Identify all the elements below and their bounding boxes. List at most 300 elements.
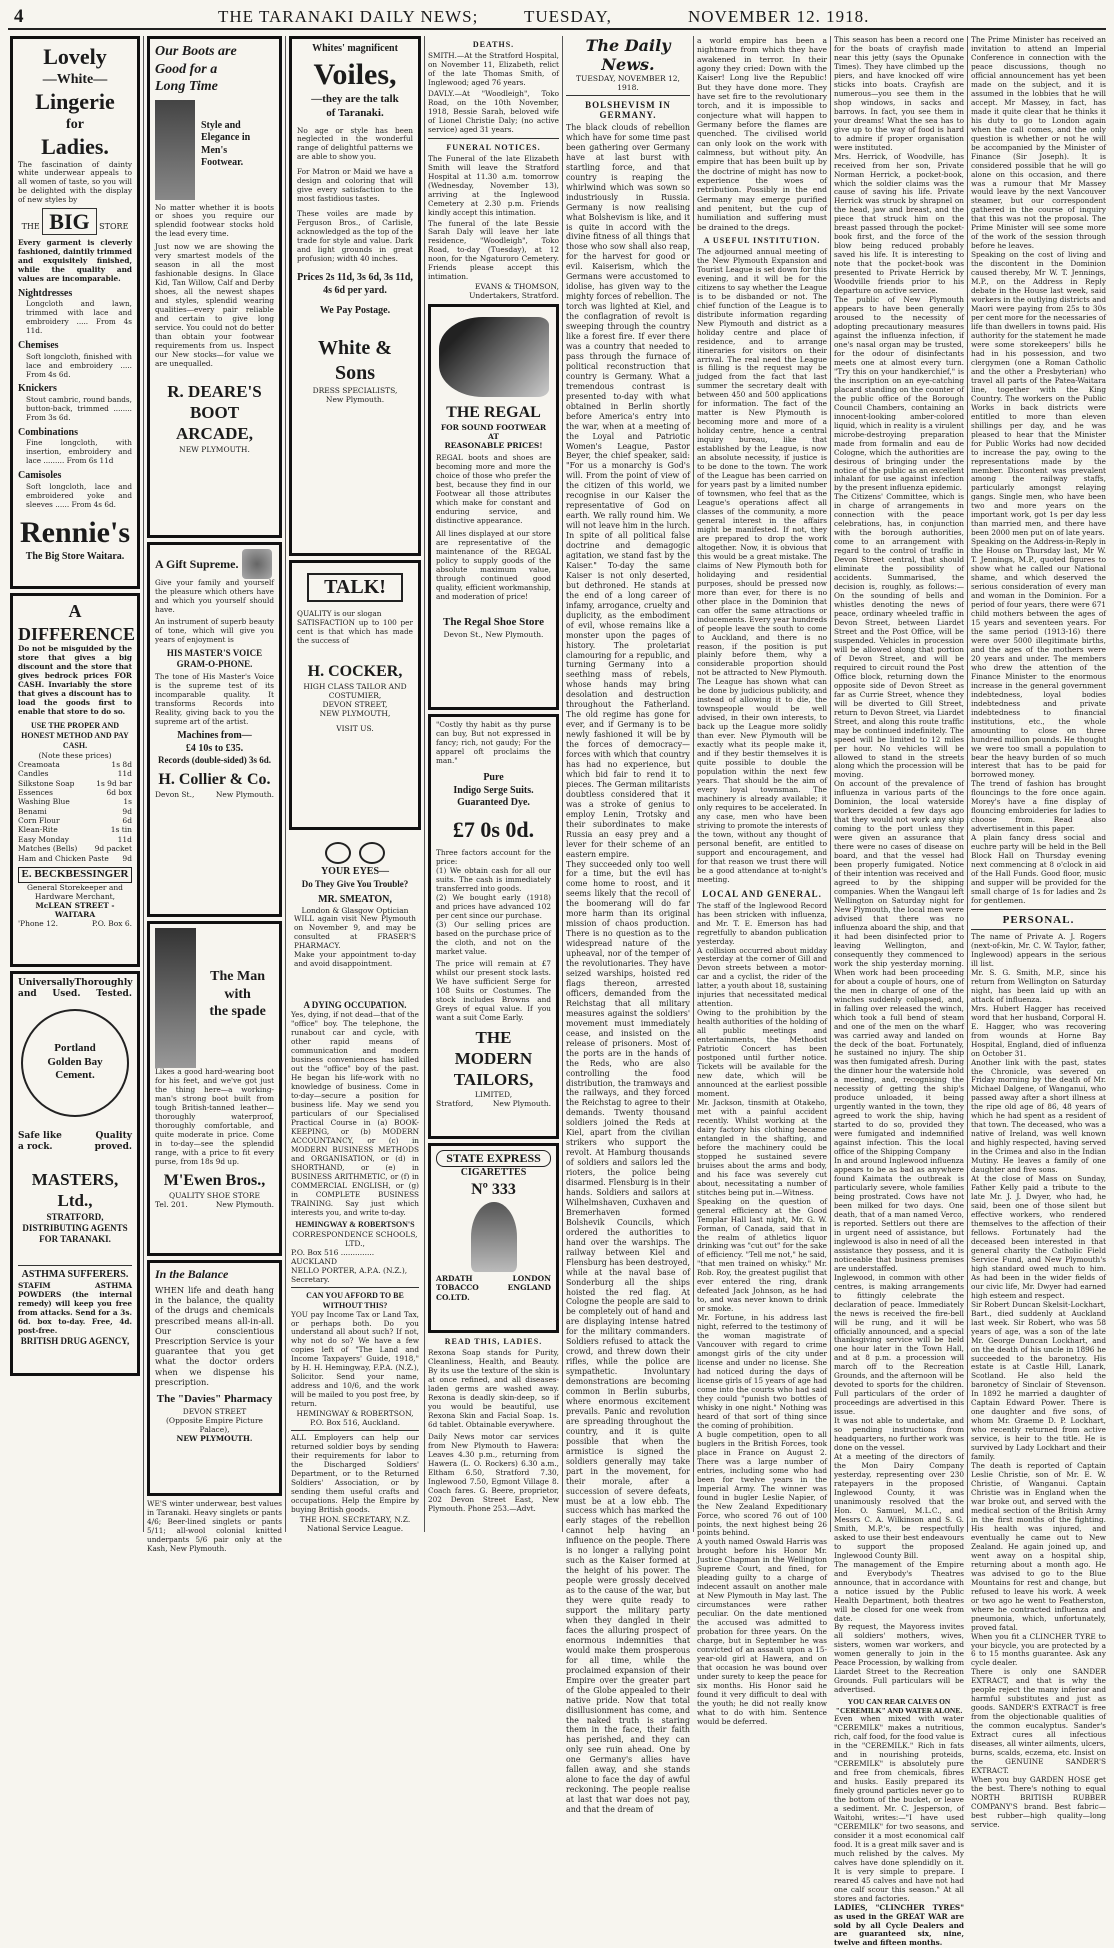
item-text: Soft longcloth, lace and embroidered yoke and sleeves ...... From 4s 6d. — [26, 481, 132, 509]
tax-heading: CAN YOU AFFORD TO BE WITHOUT THIS? — [306, 1290, 404, 1310]
cement-advert — [10, 971, 140, 1376]
asthma-agency: BRITISH DRUG AGENCY, — [20, 1335, 130, 1346]
cocker-visit: VISIT US. — [336, 723, 374, 733]
news-item: A bugle competition, open to all buglers in the British Forces, took place in France on August 2. There was a large number of entries, including some who had been for twelve years in the Imperial Army. The winner was found in bugler Leslie Napier, of the New Zealand Expeditionary Force, who scored 76 out of 100 points, the next highest being 26 points behind. — [697, 1429, 827, 1538]
column-rule — [424, 36, 425, 1532]
price-row — [18, 769, 132, 778]
column-rule — [693, 36, 694, 1532]
machines-price: £4 10s to £35. — [185, 742, 244, 754]
lingerie-heading-2: —White— — [42, 71, 108, 87]
price-item: Benami — [18, 806, 47, 816]
item-heading: Camisoles — [18, 470, 62, 482]
price-item: Candles — [18, 769, 49, 779]
dog-gramophone-image — [242, 549, 272, 579]
balance-text: WHEN life and death hang in the balance, the quality of the drugs and chemicals prescribed means all-in-all. Our conscientious Prescription Service is your guarantee that you get what the doctor orders when we dispense his prescription. — [155, 1285, 274, 1387]
personal-item: Mrs. Hubert Hagger has received word that her husband, Corporal H. E. Hagger, who was recovering from wounds at Horne Bay Hospital, England, died of influenza on October 31. — [971, 1003, 1106, 1058]
cement-bl: Safe like — [18, 1130, 62, 1141]
hr-name: HEMINGWAY & ROBERTSON'S — [295, 1219, 415, 1229]
spectacles-image — [294, 842, 416, 862]
lingerie-item — [18, 288, 132, 336]
price-row — [18, 854, 132, 863]
boots-style-4: Footwear. — [201, 157, 244, 168]
price-row — [18, 835, 132, 844]
suits-text: The price will remain at £7 whilst our present stock lasts. We have sufficient Serge for 108 Suits or Costumes. The stock includes Browns and Greys of equal value. If you want a suit Come Early. — [436, 958, 551, 1022]
personal-item: Sir Robert Duncan Skelsit-Lockhart, Bart., died suddenly at Auckland last week. Sir Robert, who was 58 years of age, was a son of the late Mr. George Duncan Lockhart, and on the death of his uncle in 1896 he succeeded to the baronetcy. His estate is at Castle Hill, Lanark, Scotland. He also held the baronetcy of Sinclair of Stevenson. In 1892 he married a daughter of Captain Edward Power. There is one daughter and five sons, of whom Mr. Graeme D. P. Lockhart, who recently returned from active service, is heir to the title. He is survived by Lady Lockhart and their family. — [971, 1299, 1106, 1462]
collier-street: Devon St., — [155, 790, 195, 800]
news-item: Speaking on the Address-in-Reply in the House on Thursday last, Mr W. T. Jennings, M.P., quoted figures to show what he called our National shame, and which deserved the serious consideration of every man and woman in the Dominion. For a period of four years, there were 671 child mothers between the ages of 15 years and seventeen years. For the same period (1913-16) there were over 5000 illegitimate births, and the ages of the mothers were 20 years and under. The members who drew the attention of the Finance Minister to the enormous increase in the general government indebtedness, loyal bodies indebtedness and private indebtedness to financial institutions, etc., the whole amounting to close on three hundred million pounds. He thought we were too small a population to bear the heavy burden of so much interest that has to be paid for borrowed money. — [971, 537, 1106, 780]
ardath-2: TOBACCO — [436, 1283, 479, 1293]
suits-indigo: Indigo Serge Suits. — [453, 784, 534, 796]
beckbessinger-address: McLEAN STREET - WAITARA — [35, 900, 115, 919]
cement-ml: and — [18, 989, 37, 1000]
price-value: 11d — [117, 834, 132, 844]
personal-item: Another link with the past, states the Chronicle, was severed on Friday morning by the death of Mr. Michael Dalgene, of Wanganui, who passed away after a short illness at the ripe old age of 86, 48 years of which he had spent as a resident of that town. The deceased, who was a native of Ireland, was well known and highly respected, having served in the Crimea and also in the Indian Mutiny. He leaves a family of one daughter and five sons. — [971, 1057, 1106, 1175]
price-value: 1s — [123, 797, 132, 807]
boots-figure-image — [155, 100, 195, 200]
gift-advert — [147, 542, 282, 917]
deare-town: NEW PLYMOUTH. — [179, 444, 250, 454]
item-heading: Chemises — [18, 340, 59, 352]
item-text: Soft longcloth, finished with lace and embroidery ..... From 4s 6d. — [26, 351, 132, 379]
cement-mr: Tested. — [96, 989, 132, 1000]
cement-bottom-row-2 — [18, 1142, 132, 1153]
voiles-heading-1: Whites' magnificent — [312, 43, 398, 54]
hmv-name: HIS MASTER'S VOICE GRAM-O-PHONE. — [166, 647, 263, 670]
beckbessinger-phone: 'Phone 12. — [18, 918, 59, 928]
news-item: At a meeting of the directors of the Mon Dairy Company yesterday, representing over 230 ratepayers in the proposed Inglewood County, it was unanimously resolved that the Hon. O. Samuel, M.L.C., and Messrs C. A. Wilkinson and S. G. Smith, M.P.'s, be respectfully asked to use their best endeavours to support the proposed Inglewood County Bill. — [834, 1452, 964, 1560]
personal-item: Mr. S. G. Smith, M.P., since his return from Wellington on Saturday night, has been laid up with an attack of influenza. — [971, 967, 1106, 1004]
column-rule — [967, 36, 968, 1532]
gift-heading: A Gift Supreme. — [155, 556, 239, 571]
cement-name-2: Golden Bay — [47, 1055, 103, 1068]
bolshevism-continued: a world empire has been a nightmare from which they have awakened in terror. In their agony they cried: Down with the Kaiser! Long live the Republic! But they have done more. They have set fire to the revolutionary torch, and it is impossible to conjecture what will happen to Germany before the flames are quenched. The civilised world can only look on the work with calmness, but without pity. An empire that has been built up by the doctrine of might has now to experience the woes of retribution. Possibly in the end Germany may emerge purified and penitent, but the cup of humiliation and suffering must be drained to the dregs. — [697, 36, 827, 232]
editorial-dateline: TUESDAY, NOVEMBER 12, 1918. — [576, 74, 680, 92]
talk-text-2: SATISFACTION up to 100 per cent is that which has made the success of — [297, 617, 413, 645]
modern-town-2: New Plymouth. — [492, 1099, 551, 1109]
news-item: The public of New Plymouth appears to have been generally aroused to the necessity of adopting precautionary measures against the influenza infection, if one's nasal organ may be trusted, for the odour of disinfectants meets one at almost every turn. "Try this on your handkerchief," is the inscription on an eye-catching placard standing on the counter of the public office of the Borough Council Chambers, containing an innocent-looking amber-colored liquid, which in reality is a virulent microbe-destroying preparation made from formalin and eau de Cologne, which the authorities are desirous of bringing under the notice of the public as an excellent inhalant for use against infection by the present influenza epidemic. — [834, 295, 964, 493]
collier-address — [155, 790, 274, 799]
lingerie-item — [18, 427, 132, 466]
price-item: Silkstone Soap — [18, 778, 75, 788]
voiles-postage: We Pay Postage. — [319, 305, 391, 317]
deare-name-2: BOOT — [189, 403, 240, 423]
beckbessinger-box: P.O. Box 6. — [91, 918, 132, 928]
personal-heading: PERSONAL. — [1002, 913, 1075, 926]
lingerie-heading-5: Ladies. — [41, 134, 109, 159]
lingerie-intro: The fascination of dainty white underwear appeals to all women of taste, so you will be delighted with the display of new styles by — [18, 159, 132, 205]
asthma-text: STAFIM ASTHMA POWDERS (the internal remedy) will keep you free from attacks. Send for a 3s. 6d. box to-day. Free, 4d. post-free. — [18, 1280, 132, 1335]
funeral-heading: FUNERAL NOTICES. — [446, 142, 541, 152]
regal-store: The Regal Shoe Store — [443, 615, 544, 628]
column-5 — [566, 36, 690, 1815]
spade-advert — [147, 921, 282, 1256]
ceremilk-text: Even when mixed with water "CEREMILK" makes a nutritious, rich, calf food, for the food value is in the "CEREMILK." Rich in fats and in nourishing proteids, "CEREMILK" is absolutely pure and free from chemicals, fibres and husks. Easily prepared its finely ground particles never go to the bottom of the bucket, or leave a sediment. Mr. C. Jesperson, of Waitohi, writes:—"I have used "CEREMILK" for two seasons, and consider it a most economical calf food. It is a great milk saver and is much relished by the calves. My calves have done splendidly on it. It is very simple to prepare. I reared 45 calves and have not had one calf scour this season." At all stores and factories. — [834, 1714, 964, 1903]
news-item: Mr. Fortune, in his address last night, referred to the testimony of the woman magistrate of Vancouver with regard to crime amongst girls of the city under license and under no license. She had noticed during the days of license girls of 15 years of age had come into the courts who had said they could "punish two bottles of whisky in one night." Nothing was heard of that sort of thing since the coming of prohibition. — [697, 1313, 827, 1430]
ardath-london: LONDON — [512, 1273, 551, 1283]
price-row — [18, 844, 132, 853]
cocker-sub: HIGH CLASS TAILOR AND COSTUMIER, — [303, 681, 407, 700]
boots-text-2: Just now we are showing the very smartest models of the season in all the most fashionable designs. In Glace Kid, Tan Willow, Calf and Derby shoes, all the newest shapes and styles, splendid wearing qualities—every pair reliable and certain to give long service. You could not do better than obtain your footwear requirements from us. Inspect our New stocks—for value we are unequalled. — [155, 242, 274, 368]
lingerie-heading-3: Lingerie — [35, 89, 115, 114]
mewen-name: M'Ewen Bros., — [163, 1171, 266, 1189]
boots-heading-2: Good for a — [155, 61, 218, 77]
boots-style-3: Men's — [201, 144, 228, 156]
news-item: A plain fancy dress social and euchre party will be held in the Bell Block Hall on Thursday evening next commencing at 8 o'clock in aid of the Hall Funds. Good floor, music and supper will be provided for the small charge of 1s for ladies and 2s for gentlemen. — [971, 833, 1106, 905]
price-row — [18, 825, 132, 834]
cement-br2: proved. — [94, 1141, 132, 1152]
item-heading: Combinations — [18, 426, 79, 438]
hr-box: P.O. Box 516 .............. AUCKLAND — [291, 1247, 375, 1266]
state-express-cigarettes: CIGARETTES — [460, 1167, 527, 1179]
deare-name: R. DEARE'S — [167, 381, 262, 401]
difference-note: (Note these prices) — [38, 750, 112, 760]
white-sons-name: White & Sons — [318, 336, 392, 384]
state-express-advert — [428, 1143, 559, 1333]
boots-heading-3: Long Time — [155, 79, 218, 94]
voiles-heading-3: —they are the talk — [311, 93, 399, 105]
mewen-town: New Plymouth. — [215, 1199, 274, 1209]
balance-advert — [147, 1260, 282, 1496]
lingerie-desc: Every garment is cleverly fashioned, daintily trimmed and exquisitely finished, while the quality and values are incomparable. — [18, 237, 132, 283]
advert-item: When you buy GARDEN HOSE get the best. There's nothing to equal NORTH BRITISH RUBBER COMPANY'S brand. Best fabric—best rubber—high quality—long service. — [971, 1775, 1106, 1829]
lingerie-heading-1: Lovely — [43, 44, 107, 69]
price-row — [18, 807, 132, 816]
price-list — [18, 760, 132, 863]
regal-heading: THE REGAL — [446, 404, 541, 422]
news-item: By request, the Mayoress invites all soldiers' mothers, wives, sisters, women war workers, and women generally to join in the Peace Procession, by walking from Liardet Street to the Recreation Grounds. Full particulars will be advertised. — [834, 1622, 964, 1695]
voiles-advert — [289, 36, 421, 556]
dying-text: Yes, dying, if not dead—that of the "office" boy. The telephone, the runabout car and cycle, with other rapid means of communication and modern business conveniences has killed out the "office" boy of the past. He began his life-work with no knowledge of business. Come in to-day—secure a position for business life. May we send you particulars of our Specialised Practical Course in (a) BOOK-KEEPING, or (b) MODERN ACCOUNTANCY, or (c) in MODERN BUSINESS METHODS and ORGANISATION, or (d) in SHORTHAND, or (e) in BUSINESS ARITHMETIC, or (f) in COMMERCIAL ENGLISH, or (g) in COMPLETE BUSINESS TRAINING. Say just which interests you, and write to-day. — [291, 1010, 419, 1217]
cement-mid-row — [18, 989, 132, 1000]
masters-name: MASTERS, Ltd., — [31, 1170, 119, 1211]
bolshevism-text-2: They succeeded only too well for a time, but the evil has come home to roost, and it seems likely that the recoil of the boomerang will do far more harm than its original mission of chaos production. There is no question as to the widespread nature of the upheaval, nor of the temper of the revolutionaries. They have seized warships, hoisted red flags thereon, arrested officers, demanded from the Reichstag that all military measures against the soldiers' movement must immediately cease, and insisted on the release of prisoners. Most of the ports are in the hands of the Reds, who are also controlling the food distribution, the tramways and the railways, and they forced the Reichstag to agree to their demands. Twenty thousand soldiers joined the Reds at Kiel, apart from the civilian strikers who support the revolt. At Hamburg thousands of soldiers and sailors led the rioters, the police being disarmed. Flensburg is in their hands. Soldiers and sailors at Wilhelmshaven, Cuxhaven and Bremerhaven formed Bolshevik Councils, which ordered the authorities to hand over the warships. The railway between Kiel and Flensburg has been destroyed, while at the naval base of Sonderburg all the ships hoisted the red flag. At Cologne the people are said to be completely out of hand and are displaying intense hatred for the military commanders. Soldiers refused to attack the crowd, and threw down their rifles, while the police are sympathetic. Involuntary demonstrations are becoming common in Berlin suburbs, where enormous excitement prevails. Panic and revolution are spreading throughout the country, and it is quite possible that when the armistice is signed the soldiers generally may take part in the movement, for their morale, after a succession of severe defeats, must be at a low ebb. The success which has marked the early stages of the rebellion cannot help having an influence on the people. There is no longer a rallying point such as the Kaiser formed at the height of his power. The people were grossly deceived as to the cause of the war, but they were quite ready to support the military party when they dangled in their faces the alluring prospect of enormous indemnities that would make them prosperous for all time, while the proclaimed expansion of their Empire over the greater part of the Globe appealed to their native pride. Now that total disillusionment has come, and the naked truth is staring them in the face, their faith has perished, and they can only see ruin ahead. One by one Germany's allies have fallen away, and she stands alone to face the day of awful reckoning. The people realise at last that war does not pay, and that the dream of — [566, 859, 690, 1815]
regal-advert — [428, 304, 559, 710]
news-item: This season has been a record one for the boats of crayfish made near this jetty (says the Opunake Times). They have climbed up the piers, and have knocked off wire sticks into boats. Crayfish are numerous—you see them in the shop windows, in sacks and barrows. In fact, you see them in your dreams! What the sea has to give up to the way of food is hard to admire if proper organisation were instituted. — [834, 35, 964, 152]
dying-occupation-advert — [289, 998, 421, 1535]
price-row — [18, 779, 132, 788]
hr-sec: NELLO PORTER, A.P.A. (N.Z.), Secretary. — [291, 1265, 408, 1284]
price-value: 1s 9d bar — [96, 778, 132, 788]
price-row — [18, 816, 132, 825]
advert-item: When you fit a CLINCHER TYRE to your bicycle, you are protected by a 6 to 15 months guarantee. Ask any cycle dealer. — [971, 1631, 1106, 1668]
boots-style-1: Style and — [201, 119, 241, 131]
suits-factors: Three factors account for the price: — [436, 848, 551, 867]
cement-tl: Universally — [18, 978, 75, 988]
editorial-masthead: The Daily News. — [585, 36, 671, 74]
price-value: 9d packet — [94, 844, 132, 854]
divider — [18, 1265, 132, 1266]
modern-ltd: LIMITED, — [474, 1090, 513, 1100]
soldiers-sig: THE HON. SECRETARY, N.Z. National Service League. — [299, 1514, 411, 1533]
funeral-notice: The Funeral of the late Elizabeth Smith will leave the Stratford Hospital at 11.30 a.m. tomorrow (Wednesday, November 13), arriving at the Inglewood Cemetery at 2.30 p.m. Friends kindly accept this intimation. — [428, 153, 559, 217]
shoe-image — [439, 317, 549, 397]
bolshevism-heading: BOLSHEVISM IN GERMANY. — [585, 100, 671, 120]
death-notice: DAVLY.—At "Woodleigh", Toko Road, on the 10th November, 1918, Bessie Sarah, beloved wife of Lionel Christie Daly; (no active service) aged 31 years. — [428, 88, 559, 134]
collier-name: H. Collier & Co. — [158, 771, 271, 789]
talk-heading: TALK! — [307, 573, 403, 602]
voiles-text-2: For Matron or Maid we have a design and coloring that will give every satisfaction to the most fastidious tastes. — [297, 167, 413, 204]
beckbessinger-sub: General Storekeeper and Hardware Merchant, — [27, 882, 123, 901]
price-item: Washing Blue — [18, 797, 70, 807]
divider — [971, 929, 1106, 930]
cement-bl2: a rock. — [18, 1141, 53, 1152]
white-sons-sub: DRESS SPECIALISTS, — [312, 385, 398, 395]
divider — [971, 909, 1106, 910]
column-rule — [830, 36, 831, 1532]
hr-sub: CORRESPONDENCE SCHOOLS, LTD., — [292, 1229, 418, 1248]
news-item: Inglewood, in common with other centres, is making arrangements to fittingly celebrate the declaration of peace. Immediately the news is received the fire-bell will be rung, and it will be officially announced, and a special thanksgiving service will be held one hour later in the Town Hall, and at 8 p.m. a procession will march off to the Recreation Grounds, and the afternoon will be devoted to sports for the children. Full particulars of the order of proceedings are advertised in this issue. — [834, 1272, 964, 1417]
big-store-the: THE — [21, 222, 40, 232]
newspaper-title: THE TARANAKI DAILY NEWS; — [218, 7, 479, 26]
modern-2: MODERN — [454, 1048, 533, 1068]
suits-pure: Pure — [483, 772, 504, 784]
difference-use: USE THE PROPER AND HONEST METHOD AND PAY CASH. — [21, 720, 129, 750]
dying-heading: A DYING OCCUPATION. — [303, 1000, 407, 1010]
big-store-logo — [18, 208, 132, 236]
price-item: Matches (Bells) — [18, 844, 78, 854]
price-item: Easy Monday — [18, 834, 69, 844]
news-item: The staff of the Inglewood Record has been stricken with influenza, and Mr. T. E. Emerson has had regretfully to abandon publication yesterday. — [697, 900, 827, 946]
column-1 — [10, 36, 140, 1532]
price-item: Corn Flour — [18, 816, 60, 825]
cement-circle — [21, 1009, 129, 1117]
rexona-text: Rexona Soap stands for Purity, Cleanliness, Health, and Beauty. By its use the texture of the skin is at once refined, and all diseases-laden germs are washed away. Rexona is deadly skin-deep, so if you would be beautiful, use Rexona Skin and Facial Soap. 1s. 6d tablet. Obtainable everywhere. — [428, 1348, 559, 1430]
gift-text-3: The tone of His Master's Voice is the supreme test of its incomparable quality. It transforms Records into Reality, giving back to you the supreme art of the artist. — [155, 672, 274, 727]
news-item: Speaking on the question of general efficiency at the Good Templar Hall last night, Mr. G. W. Forman, of Canada, said that in the realm of athletics liquor drinking was "cut out" for the sake of efficiency. "Tell me not," he said, "that men trained on whisky." Mr. Rob. Roy, the greatest pugilist that ever entered the ring, drank defeated Jack Johnson, as he had to, and was never known to drink or smoke. — [697, 1196, 827, 1314]
funeral-notice: The funeral of the late Bessie Sarah Daly will leave her late residence, "Woodleigh", Toko Road, to-day (Tuesday), at 12 noon, for the Ngaturoro Cemetery. Friends please accept this intimation. — [428, 218, 559, 282]
modern-1: THE — [475, 1027, 512, 1047]
voiles-text-1: No age or style has been neglected in the wonderful range of delightful patterns we are able to show you. — [297, 125, 413, 162]
lady-figure-image — [471, 1202, 517, 1272]
column-rule — [285, 36, 286, 1532]
price-value: 11d — [117, 769, 132, 779]
smeaton-name: MR. SMEATON, — [318, 893, 392, 905]
clincher-text: LADIES, "CLINCHER TYRES" as used in the GREAT WAR are sold by all Cycle Dealers and are guaranteed six, nine, twelve and fifteen months. — [834, 1902, 964, 1948]
suits-guaranteed: Guaranteed Dye. — [457, 797, 530, 809]
price-value: 6d — [122, 816, 132, 825]
modern-towns — [436, 1099, 551, 1108]
ardath-row — [436, 1283, 551, 1292]
talk-text-1: QUALITY is our slogan — [297, 609, 382, 618]
column-rule — [143, 36, 144, 1532]
boots-style-2: Elegance in — [201, 132, 251, 143]
ardath-1: ARDATH — [436, 1273, 473, 1283]
beckbessinger-contacts — [18, 919, 132, 928]
eyes-heading-2: Do They Give You Trouble? — [301, 878, 409, 889]
state-express-name: STATE EXPRESS — [436, 1150, 551, 1167]
news-item: The Prime Minister has received an invitation to attend an Imperial Conference in connection with the peace discussions, though no official announcement has yet been made on the subject, and it is assumed in the lobbies that he will accept. Mr Massey, in fact, has made it quite clear that he thinks it his duty to go to London again when the call comes, and the only question is whether or not he will be accompanied by the Minister of Finance (Sir Joseph). It is considered possible that he will go alone on this occasion, and there was a rumour that Mr Massey would leave by the next Vancouver steamer, but our correspondent gathered in the course of inquiry that this was not the proposal. The Prime Minister will see some more of the work of the session through before he leaves. — [971, 35, 1106, 251]
column-3 — [289, 36, 421, 1532]
item-heading: Nightdresses — [18, 287, 73, 299]
cement-m: Used. — [52, 989, 81, 1000]
column-6 — [697, 36, 827, 1726]
eyes-heading-1: YOUR EYES— — [320, 866, 390, 877]
ardath-row — [436, 1274, 551, 1283]
news-item: It was not able to undertake, and so pending instructions from headquarters, no further work was done on the vessel. — [834, 1416, 964, 1453]
price-row — [18, 760, 132, 769]
deaths-heading: DEATHS. — [472, 40, 515, 49]
lingerie-heading-4: for — [66, 116, 84, 132]
regal-text-2: All lines displayed at our store are representative of the maintenance of the REGAL policy to supply goods of the absolute maximum value, through continued good quality, efficient workmanship, and moderation of price! — [436, 529, 551, 601]
page-number: 4 — [14, 6, 25, 27]
cocker-name: H. COCKER, — [307, 662, 403, 680]
suits-factor: (1) We obtain cash for all our suits. The cash is immediately transferred into goods. — [436, 866, 551, 893]
motor-service-text: Daily News motor car services from New Plymouth to Hawera: Leaves 4.30 p.m., returning from Hawera (L. O. Rockers) 6.30 a.m., Eltham 6.50, Stratford 7.30, Inglewood 7.50, Egmont Village 8. Coach fares. G. Beere, proprietor, 202 Devon Street East, New Plymouth. Phone 253.—Advt. — [428, 1432, 559, 1513]
price-item: Essences — [18, 787, 53, 797]
collier-town: New Plymouth. — [215, 790, 274, 800]
voiles-prices: Prices 2s 11d, 3s 6d, 3s 11d, 4s 6d per yard. — [297, 272, 413, 296]
difference-text: Do not be misguided by the store that gives a big discount and the store that gives bedrock prices FOR CASH. Invariably the store that gives a discount has to load the goods first to enable that store to do so. — [18, 644, 132, 716]
cement-br: Quality — [95, 1130, 132, 1141]
news-item: On account of the prevalence of influenza in various parts of the Dominion, the local waterside workers decided a few days ago that they would not work any ship coming to the port unless they were given an assurance that there were no cases of disease on board, and that the vessel had been properly fumigated. Notice of their intention was received and agreed to by the shipping companies. When the Wangaui left Wellington on Saturday night for New Plymouth, the local men were advised that there was no influenza aboard the ship, and that it had been disinfected prior to leaving Wellington, and consequently they commenced to work the ship yesterday morning. When work had been proceeding for about a couple of hours, one of the men in charge of one of the winches suddenly collapsed, and, in falling over released the winch, which took a full bend of steam and one of the men on the wharf was carried away and landed on the deck of the boat. Fortunately, he sustained no injury. The ship was then fumigated afresh. During the dinner hour the waterside hold a meeting, and, recognising the necessity of getting the ship's produce unloaded, it being urgently wanted in the town, they agreed to work the ship, having started to do so, provided they were fumigated and indemnified against infection. This the local office of the Shipping Company — [834, 779, 964, 1157]
news-item: Mrs. Herrick, of Woodville, has received from her son, Private Norman Herrick, a pocket-book, which the soldier claims was the cause of saving his life. Private Herrick was struck by shrapnel on the head, jaw and breast, and the piece that struck him on the breast passed through the pocket-book first, and the force of the blow being reduced probably saved his life. It is interesting to note that the pocket-book was presented to Private Herrick by Woodville friends prior to his departure on active service. — [834, 151, 964, 296]
price-value: 9d — [122, 806, 132, 816]
personal-item: The name of Private A. J. Rogers (next-of-kin, Mr. C. W. Taylor, father, Inglewood) appears in the serious ill list. — [971, 931, 1106, 968]
difference-advert — [10, 593, 140, 967]
news-item: Speaking on the cost of living and the discontent in the Dominion caused thereby, Mr W. T. Jennings, M.P., on the Address in Reply debate in the House last week, said workers in the outlying districts and Maori were paying from 25s to 30s per cent more for the necessaries of life than dwellers in towns paid. His authority for the statement he made were some storekeepers' bills he had in his possession, and two clergymen (one a Roman Catholic and the other a Presbyterian) who travel all parts of the Patea-Waitara line, together with the King Country. The workers on the Public Works in back districts were entitled to more than eleven shillings per day, and he was pleased to hear that the Minister for Public Works had now decided to increase the pay, owing to the representations made by the member. Discontent was prevalent among the railway staffs, particularly amongst relaying gangs. Single men, who have been two and more years on the important work, got 1s per day less than married men, and there have been 2000 men put on of late years. — [971, 250, 1106, 538]
spade-text: Likes a good hard-wearing boot for his feet, and we've got just the thing here—a working-man's strong boot built from tough British-tanned leather—thoroughly waterproof, thoroughly comfortable, and quite moderate in price. Come in to-day—see the splendid range, with a price to fit every purse, from 18s 9d up. — [155, 1067, 274, 1166]
regal-sub-1: FOR SOUND FOOTWEAR AT — [440, 423, 547, 442]
personal-item: The death is reported of Captain Leslie Christie, son of Mr. E. W. Christie, of Wanganui. Captain Christie was in England when the war broke out, and served with the medical section of the British Army in the first months of the fighting. His health was injured, and eventually he came out to New Zealand. He again joined up, and went away on a hospital ship, returning about a month ago. He was advised to go to the Blue Mountains for rest and change, but refused to leave his work. A week or two ago he went to Featherston, where he contracted influenza and pneumonia, which, unfortunately, proved fatal. — [971, 1461, 1106, 1632]
cement-name-3: Cement. — [55, 1069, 95, 1082]
cement-name-1: Portland — [54, 1041, 96, 1054]
gift-text-2: An instrument of superb beauty of tone, which will give you years of enjoyment is — [155, 616, 274, 644]
boots-advert — [147, 36, 282, 538]
masters-agents: DISTRIBUTING AGENTS FOR TARANAKI. — [22, 1222, 128, 1244]
ardath-england: ENGLAND — [507, 1283, 551, 1293]
deare-name-3: ARCADE, — [176, 424, 253, 444]
smeaton-sub: London & Glasgow Optician — [301, 906, 409, 916]
rennies-name: Rennie's — [19, 515, 130, 549]
mewen-sub: QUALITY SHOE STORE — [168, 1190, 261, 1200]
gift-text-1: Give your family and yourself the pleasure which others have and which you yourself should have. — [155, 578, 274, 614]
regal-town: Devon St., New Plymouth. — [443, 629, 544, 639]
records-price: Records (double-sided) 3s 6d. — [157, 755, 271, 766]
weekday: TUESDAY, — [524, 7, 612, 26]
workman-image — [155, 928, 196, 1068]
davies-name: The "Davies" Pharmacy — [156, 1393, 273, 1406]
price-row — [18, 797, 132, 806]
news-item: Mr. Jackson, tinsmith at Otakeho, met with a painful accident recently. Whilst working at the dairy factory his clothing became entangled in the shafting, and before the machinery could be stopped he sustained severe bruises about the arms and body, and his face was severely cut about, necessitating a number of stitches being put in.—Witness. — [697, 1097, 827, 1197]
lingerie-item — [18, 340, 132, 379]
big-store-name: BIG — [42, 208, 96, 235]
tax-box: P.O. Box 516, Auckland. — [310, 1418, 400, 1428]
difference-heading: A DIFFERENCE — [18, 601, 136, 644]
news-item: Owing to the prohibition by the health authorities of the holding of all public meetings and entertainments, the Methodist Patriotic Concert has been postponed until further notice. Tickets will be available for the new date, which will be announced at the earliest possible moment. — [697, 1008, 827, 1099]
white-sons-town: New Plymouth. — [325, 394, 385, 404]
boots-text-1: No matter whether it is boots or shoes you require our splendid footwear stocks hold the lead every time. — [155, 202, 274, 239]
suits-advert — [428, 714, 559, 1139]
boots-heading-1: Our Boots are — [155, 44, 237, 59]
price-item: Creamoata — [18, 759, 60, 769]
talk-advert — [289, 560, 421, 830]
state-express-number: Nº 333 — [471, 1180, 516, 1198]
page-masthead — [8, 6, 1106, 30]
divider — [291, 1430, 419, 1431]
davies-town: NEW PLYMOUTH. — [176, 1433, 253, 1443]
cocker-town: NEW PLYMOUTH, — [319, 708, 391, 718]
ardath-3: CO.LTD. — [436, 1292, 470, 1302]
price-value: 9d — [122, 853, 132, 863]
ceremilk-heading: YOU CAN REAR CALVES ON "CEREMILK" AND WATER ALONE. — [835, 1697, 963, 1716]
voiles-heading-2: Voiles, — [313, 57, 397, 91]
issue-date: NOVEMBER 12. 1918. — [688, 7, 870, 26]
davies-street: DEVON STREET — [182, 1406, 247, 1416]
machines-label: Machines from— — [177, 730, 252, 742]
suits-quote: "Costly thy habit as thy purse can buy, But not expressed in fancy; rich, not gaudy; For the apparel oft proclaims the man." — [436, 720, 551, 766]
soldiers-text: ALL Employers can help our returned soldier boys by sending their requirements for labor to the Discharged Soldiers' Department, or to the Returned Soldiers' Association, or by sending them useful crafts and occupations. Help the Empire by buying British goods. — [291, 1433, 419, 1514]
column-rule — [562, 36, 563, 1532]
news-item: The Citizens' Committee, which is in charge of arrangements in connection with the peace celebrations, has, in conjunction with the borough authorities, come to an arrangement with regard to the control of traffic in Devon Street central, that should eliminate the possibility of accidents. Summarised, the decision is, roughly, as follows:—On the sounding of bells and whistles denoting the news of peace, ordinary wheeled traffic in Devon Street, between Liardet Street and the Post Office, will be suspended. Vehicles in procession will be allowed along that portion of Devon Street, and will be required to circuit round the Post Office block, returning down the opposite side of Devon Street as far as Currie Street, whence they will be diverted to Gill Street, return to Devon Street, via Liardet Street, and along this route traffic may be continued indefinitely. The speed will be limited to 12 miles per hour. No vehicles will be allowed to stand in the streets along which the procession will be moving. — [834, 492, 964, 780]
news-item: In and around Inglewood influenza appears to be as bad as anywhere found Kaimata the outbreak is particularly severe, whole families being prostrated. Cows have not been milked for two days. One death, that of a man named Verco, is reported. Settlers out there are in urgent need of assistance, but inglewood is also in need of all the assistance they possess, and it is noticeable that business premises are understaffed. — [834, 1156, 964, 1273]
tax-text: YOU pay Income Tax or Land Tax, or perhaps both. Do you understand all about such? If not, why not do so? We have a few copies left of "The Land and Income Taxpayers' Guide, 1918," by H. H. Hemingway, F.P.A. (N.Z.), Solicitor. Send your name, address and 10/6, and the work will be mailed to you post free, by return. — [291, 1309, 419, 1409]
price-value: 1s 8d — [111, 759, 132, 769]
voiles-text-3: These voiles are made by Ferguson Bros., of Carlisle, acknowledged as the top of the trade for style and value. Dark and light grounds in great profusion; width 40 inches. — [297, 209, 413, 264]
item-text: Longcloth and lawn, trimmed with lace and embroidery ..... From 4s 11d. — [26, 299, 132, 336]
bolshevism-text-1: The black clouds of rebellion which have for some time past been gathering over Germany have at last burst with startling force, and that country is reaping the whirlwind which was sown so industriously in Russia. Germany is now realising what Bolshevism is like, and it is quite in accord with the divine fitness of all things that those who sow shall also reap, for the harvest for good or evil. Kaiserism, which the Germans were accustomed to idolise, has given way to the mighty forces of rebellion. The torch was lighted at Kiel, and the conflagration of revolt is sweeping through the country like a forest fire. If ever there was a country that needed to pass through the furnace of political reconstruction that country is Germany. What a tremendous contrast is presented to-day with what obtained in Berlin shortly before America's entry into the war, when at a meeting of the Loyal and Patriotic Women's League, Pastor Beyer, the chief speaker, said: "For us a monarchy is God's will. From the point of view of the citizen of this world, we recognise in our Kaiser the representative of God on earth. We rally round him. We will not leave him in the lurch. In spite of all political false doctrine and demagogic agitation, we stand fast by the Kaiser." To-day the same Kaiser is not only deserted, but dethroned. He stands at the end of a long career of infamy, arrogance, cruelty and duplicity, as the embodiment of evil, whose remains like a monster upon the pages of history. The proletariat clamouring for a republic, and turning Germany into a seething mass of rebels, whose hands may bring desolation and destruction throughout the Fatherland. The old regime has gone for ever, and if Germany is to be newly fashioned it will be by the forces of democracy—forces with which that country has had no experience, but which bid fair to rend it to pieces. The German militarists doubtless considered that it was a stroke of genius to employ Lenin, Trotsky and their subordinates to make Russia an easy prey and a lever for their scheme of an eastern empire. — [566, 123, 690, 859]
divider — [291, 1287, 419, 1288]
suits-factor: (3) Our selling prices are based on the purchase price of the cloth, and not on the market value. — [436, 919, 551, 956]
divider — [566, 95, 690, 96]
item-heading: Knickers — [18, 383, 57, 395]
spade-heading-1: The Man with — [210, 969, 266, 1002]
column-8 — [971, 35, 1106, 1829]
modern-town-1: Stratford, — [436, 1099, 474, 1109]
item-text: Fine longcloth, with insertion, embroidery and lace ......... From 6s 11d — [26, 438, 132, 466]
suits-factor: (2) We bought early (1918) and prices have advanced 102 per cent since our purchase. — [436, 892, 551, 920]
cement-bottom-row — [18, 1131, 132, 1142]
mewen-tel: Tel. 201. — [155, 1199, 188, 1209]
underwear-notice: WE'S winter underwear, best values in Taranaki. Heavy singlets or pants 4/6; Beer-lined singlets or pants 5/11; all-wool colonial knitted underpants 5/6 pair only at the Kash, New Plymouth. — [147, 1499, 282, 1553]
modern-3: TAILORS, — [453, 1070, 534, 1090]
local-general-heading: LOCAL AND GENERAL. — [702, 888, 822, 899]
rennies-sub: The Big Store Waitara. — [25, 551, 125, 563]
column-7 — [834, 35, 964, 1948]
item-text: Stout cambric, round bands, button-back, trimmed ........ From 3s 6d. — [26, 394, 132, 422]
eyes-text-2: Make your appointment to-day and avoid disappointment. — [294, 950, 416, 969]
cement-top-row — [18, 978, 132, 989]
tax-co: HEMINGWAY & ROBERTSON, — [296, 1409, 414, 1419]
davies-opp: (Opposite Empire Picture Palace), — [166, 1415, 263, 1434]
news-item: The management of the Empire and Everybody's Theatres announce, that in accordance with a notice issued by the Public Health Department, both theatres will be closed for one week from date. — [834, 1559, 964, 1623]
price-row — [18, 788, 132, 797]
rexona-heading: READ THIS, LADIES. — [444, 1337, 543, 1347]
lingerie-advert — [10, 36, 140, 589]
spade-heading-2: the spade — [209, 1004, 266, 1019]
regal-sub-2: REASONABLE PRICES! — [444, 441, 543, 451]
column-2 — [147, 36, 282, 1553]
news-item: A youth named Oswald Harris was brought before his Honor Mr. Justice Chapman in the Wellington Supreme Court, and fined, for pleading guilty to a charge of indecent assault on another male at New Plymouth in May last. The circumstances were rather peculiar. On the date mentioned the accused was admitted to probation for three years. On the charge, but in September he was convicted of an assault upon a 15-year-old girl at Hawera, and on that occasion he was bound over under surety to keep the peace for six months. His Honor said he found it very difficult to deal with the youth; he did not really know what to do with him. Sentence would be deferred. — [697, 1537, 827, 1726]
lingerie-item — [18, 383, 132, 422]
news-item: A collision occurred about midday yesterday at the corner of Gill and Devon streets between a motor-car and a cyclist, the rider of the latter, a youth about 18, sustaining injuries that necessitated medical attention. — [697, 945, 827, 1009]
price-item: Ham and Chicken Paste — [18, 853, 109, 863]
regal-text-1: REGAL boots and shoes are becoming more and more the choice of those who prefer the best, because they find in our Footwear all those attributes which make for constant and enduring service, and distinctive appearance. — [436, 453, 551, 526]
news-item: The trend of fashion has brought flouncings to the fore once again. Morey's have a fine display of flouncing embroideries for ladies to choose from. Read also advertisement in this paper. — [971, 779, 1106, 834]
cement-tr: Thoroughly — [74, 978, 133, 988]
masters-town: STRATFORD, — [46, 1211, 104, 1222]
price-item: Klean-Rite — [18, 825, 58, 835]
divider — [428, 138, 559, 139]
asthma-heading: ASTHMA SUFFERERS. — [21, 1269, 129, 1281]
institution-text: The adjourned annual meeting of the New Plymouth Expansion and Tourist League is set down for this evening, and it will be for the citizens to say whether the League is to be disbanded or not. The chief function of the League is to distribute information regarding New Plymouth and district as a holiday centre and place of residence, and to arrange itineraries for visitors on their arrival. The real need the League is filling is the request may be judged from the fact that last summer the secretary dealt with between 450 and 500 applications for information. The fact of the matter is New Plymouth is becoming more and more of a holiday centre, hence a central inquiry bureau, like that established by the League, is now an absolute necessity, if justice is to be done to the town. The work of the League has been carried on for years past by a limited number of townsmen, who feel that as the League's operations affect all classes of the community, a more general interest in the affairs might be manifested. If not, they are prepared to drop the work altogether. Now, it is obvious that this would be a great mistake. The claims of New Plymouth both for holidaying and residential purposes, should be pressed now more than ever, for there is no other place in the Dominion that can offer the same attractions or inducements. Every year hundreds of people leave the south to come to Auckland, and there is no reason, if the position is put plainly before them, why a considerable proportion should not be attracted to New Plymouth. The League has shown what can be done by judicious publicity, and instead of allowing it to die, the townspeople would be well advised, in their own interests, to back up the League more solidly than ever. New Plymouth will be exactly what its people make it, and if they bestir themselves it is quite possible to double the population within the next few years. That should be the aim of every loyal townsman. The machinery is already available; it only requires to be accelerated. In any case, men who have been striving to promote the interests of the town, without any thought of personal benefit, are entitled to support and encouragement, and for that reason we trust there will be a good attendance at to-night's meeting. — [697, 246, 827, 884]
mewen-contacts — [155, 1200, 274, 1209]
funeral-signature: EVANS & THOMSON, Undertakers, Stratford. — [469, 282, 559, 301]
big-store-store: STORE — [99, 222, 129, 232]
voiles-heading-4: of Taranaki. — [326, 106, 384, 119]
price-value: 6d box — [106, 787, 132, 797]
column-4 — [428, 36, 559, 1532]
institution-heading: A USEFUL INSTITUTION. — [703, 235, 821, 245]
